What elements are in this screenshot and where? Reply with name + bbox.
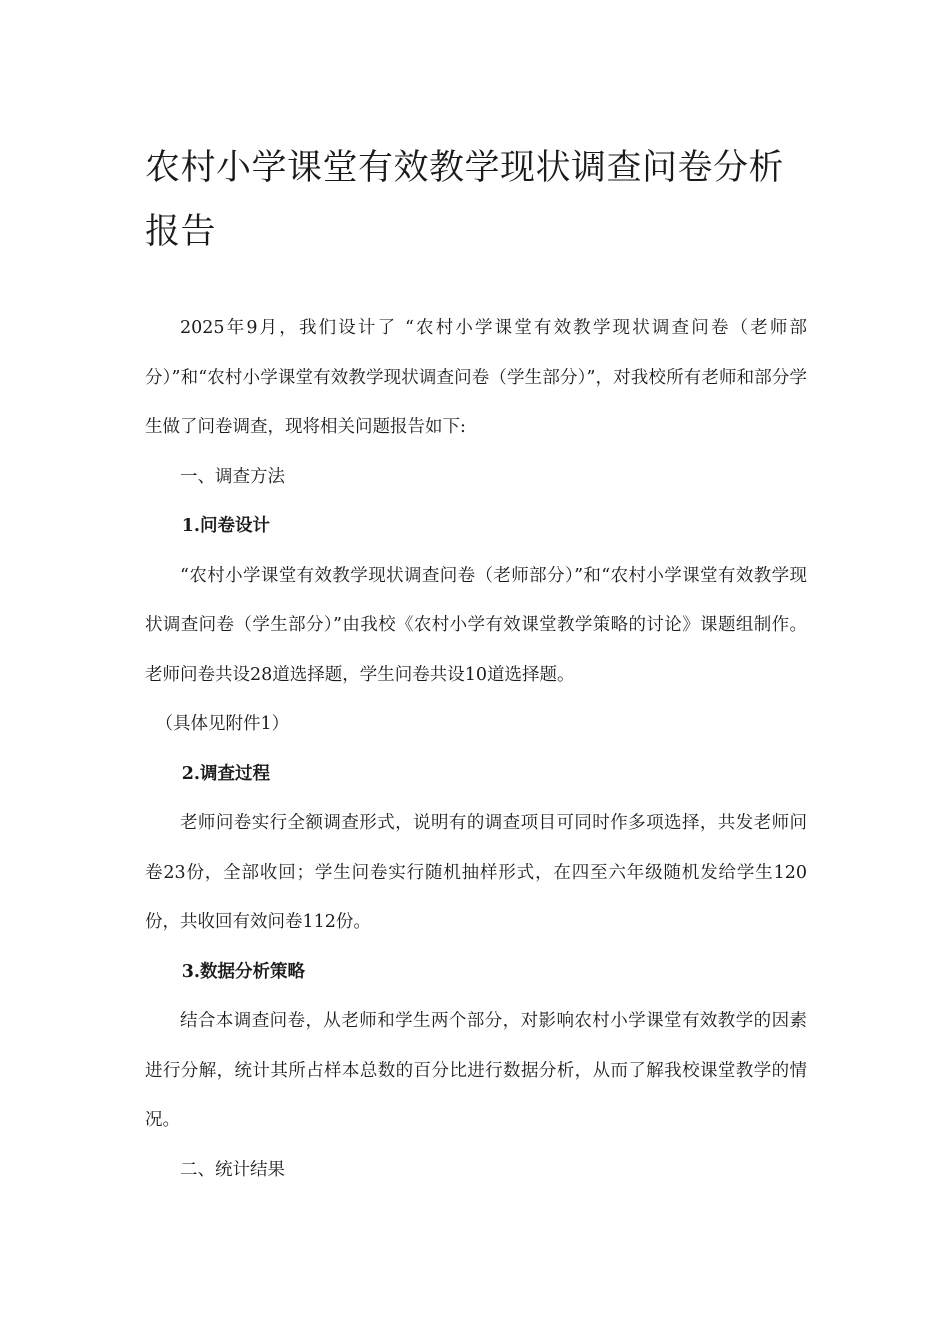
subheading-questionnaire-design: 1.问卷设计 (181, 516, 271, 536)
note-attachment: （具体见附件1） (155, 714, 290, 734)
subheading-data-analysis: 3.数据分析策略 (181, 961, 306, 982)
document-body (145, 304, 807, 1195)
subheading-survey-process: 2.调查过程 (181, 763, 271, 784)
section-heading-results: 二、统计结果 (180, 1159, 285, 1180)
intro-paragraph: 2025年9月，我们设计了 “农村小学课堂有效教学现状调查问卷（老师部分）”和“农村小学课堂有效教学现状调查问卷（学生部分）”，对我校所有老师和部分学生做了问卷调查，现将相关问题报告如下: (145, 318, 807, 437)
document-title: 农村小学课堂有效教学现状调查问卷分析报告 (145, 148, 785, 252)
paragraph-data-analysis: 结合本调查问卷，从老师和学生两个部分，对影响农村小学课堂有效教学的因素进行分解，统计其所占样本总数的百分比进行数据分析，从而了解我校课堂教学的情况。 (145, 1011, 807, 1130)
paragraph-survey-process: 老师问卷实行全额调查形式，说明有的调查项目可同时作多项选择，共发老师问卷23份，全部收回；学生问卷实行随机抽样形式，在四至六年级随机发给学生120份，共收回有效问卷112份。 (145, 813, 807, 932)
section-heading-methods: 一、调查方法 (180, 466, 285, 487)
paragraph-questionnaire-design: “农村小学课堂有效教学现状调查问卷（老师部分）”和“农村小学课堂有效教学现状调查问卷（学生部分）”由我校《农村小学有效课堂教学策略的讨论》课题组制作。老师问卷共设28道选择题，学生问卷共设10道选择题。 (145, 565, 807, 685)
